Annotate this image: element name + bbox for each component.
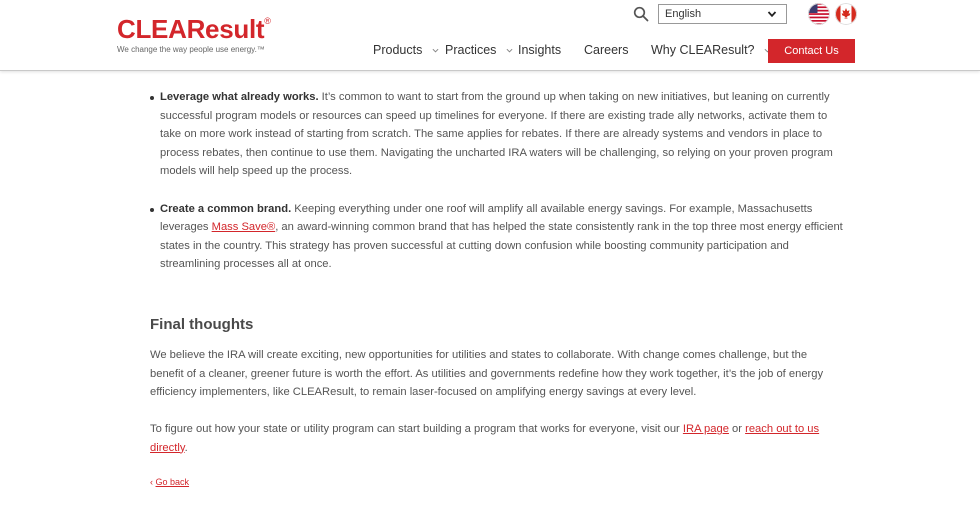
nav-item-label: Practices [445,43,497,57]
list-item [150,88,850,181]
paragraph: We believe the IRA will create exciting, new opportunities for utilities and states to collaborate. With change comes challenge, but the benefit of a cleaner, greener future is worth the effort. As utilities and governments redefine how they work together, it’s the job of energy efficiency implementers, like CLEAResult, to remain laser-focused on amplifying energy savings at every level. [150,349,824,399]
bullet-title: Create a common brand. [160,202,292,215]
tagline: We change the way people use energy.™ [117,45,265,54]
language-select[interactable] [658,4,787,24]
paragraph [150,420,840,457]
nav-item-label: Careers [584,43,629,57]
search-icon[interactable] [633,6,649,22]
contact-us-button[interactable]: Contact Us [768,39,855,63]
nav-item-label: Insights [518,43,562,57]
site-header [0,0,980,71]
go-back-label: Go back [155,477,190,487]
list-item [150,200,850,274]
chevron-left-icon: ‹ [150,477,153,487]
language-select-value: English [665,8,702,20]
nav-item-practices[interactable] [445,43,513,57]
paragraph-text: or [728,423,746,435]
nav-item-why-clearesult[interactable] [651,43,771,57]
nav-item-label: Products [373,43,423,57]
nav-item-products[interactable] [373,43,439,57]
paragraph-text: To figure out how your state or utility program can start building a program that works for everyone, visit our [150,423,683,435]
chevron-down-icon [506,47,513,54]
bullet-text: It’s common to want to start from the ground up when taking on new initiatives, but leaning on currently successful program models or resources can speed up timelines for everyone. If there are existing trade ally networks, activate them to take on more work instead of starting from scratch. The same applies for rebates. If there are already systems and vendors in place to process rebates, then continue to use them. Navigating the uncharted IRA waters will be challenging, so relying on your proven program models will help speed up the process. [160,91,833,178]
bullet-text: Keeping everything under one roof will amplify all available energy savings. For example, Massachusetts leverages [160,202,813,234]
bullet-text: , an award-winning common brand that has helped the state consistently rank in the top three most energy efficient states in the country. This strategy has proven successful at cutting down confusion while boosting community participation and streamlining processes all at once. [160,221,843,271]
section-heading: Final thoughts [150,316,254,333]
logo[interactable] [117,15,271,43]
reach-out-link[interactable]: reach out to us directly [150,423,820,454]
paragraph-text: . [184,441,188,454]
logo-text: CLEAResult [117,14,265,44]
mass-save-link[interactable]: Mass Save® [211,221,276,234]
article-body [150,88,850,293]
nav-item-label: Why CLEAResult? [651,43,755,57]
go-back-link[interactable] [150,477,189,487]
logo-registered-mark: ® [264,16,271,26]
bullet-list [150,88,850,274]
bullet-title: Leverage what already works. [160,91,319,103]
ira-page-link[interactable]: IRA page [682,423,729,435]
chevron-down-icon [432,47,439,54]
canada-flag-icon[interactable] [835,3,857,25]
chevron-down-icon [767,9,777,19]
nav-item-careers[interactable] [584,43,628,57]
us-flag-icon[interactable] [808,3,830,25]
nav-item-insights[interactable] [518,43,561,57]
